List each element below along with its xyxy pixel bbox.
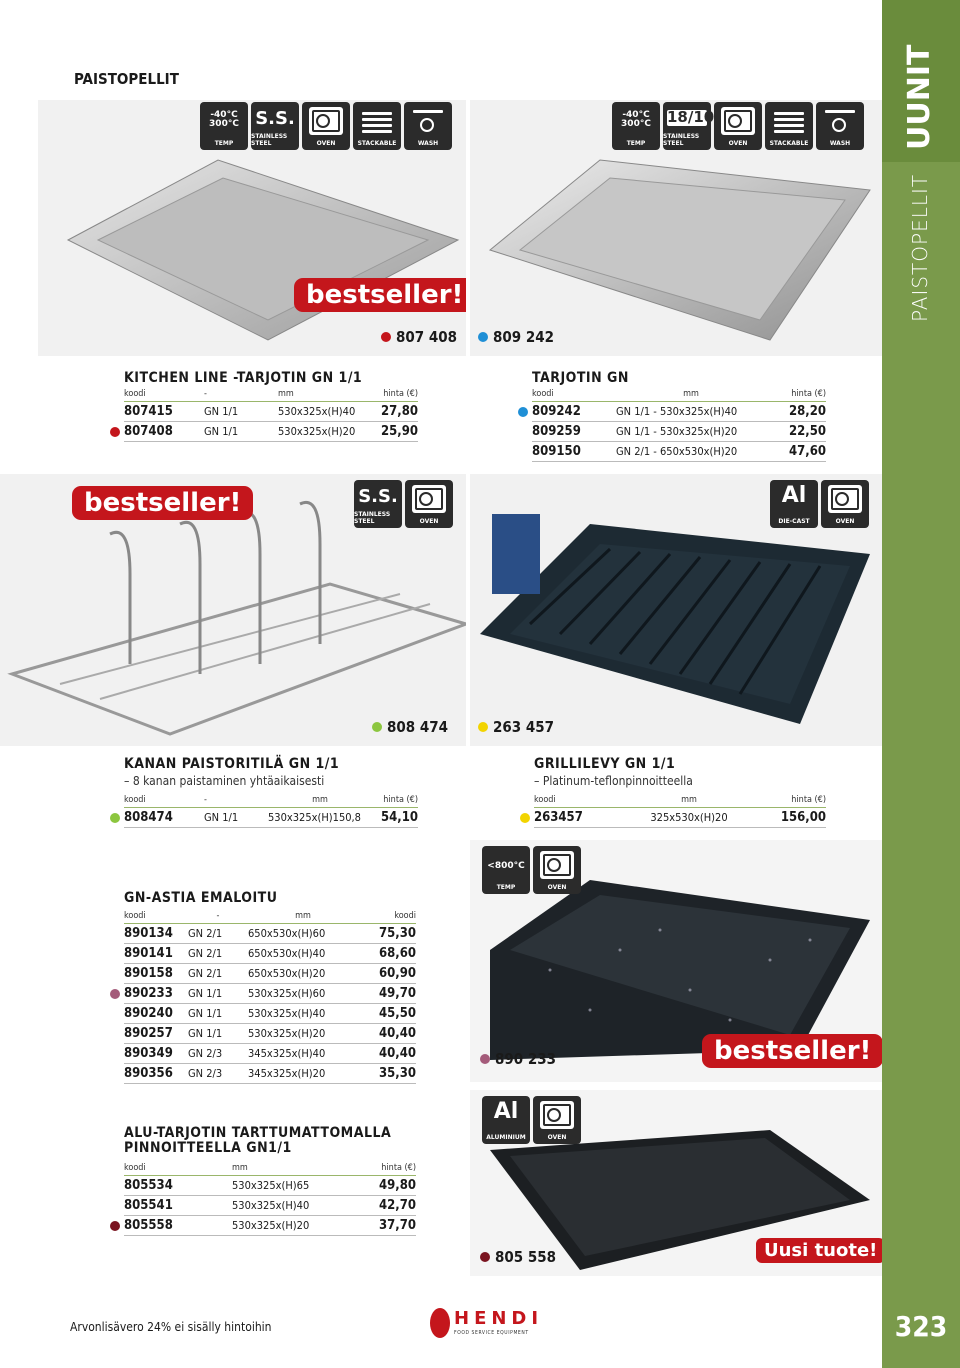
bestseller-badge: bestseller! [294, 278, 466, 312]
stackable-icon: STACKABLE [353, 102, 401, 150]
blue-dot-icon [478, 332, 488, 342]
table-row: 890257 GN 1/1 530x325x(H)20 40,40 [124, 1024, 416, 1044]
table-row: 807415 GN 1/1 530x325x(H)40 27,80 [124, 402, 418, 422]
alu-icons [482, 1096, 581, 1144]
green-dot-icon [372, 722, 382, 732]
table-row: 809259 GN 1/1 - 530x325x(H)20 22,50 [532, 422, 826, 442]
grilli-title: GRILLILEVY GN 1/1 [534, 756, 676, 772]
grilli-table: koodi mm hinta (€) 263457 325x530x(H)20 156,00 [534, 794, 826, 828]
die-cast-aluminium-icon: Al DIE-CAST [770, 480, 818, 528]
table-row: 890233 GN 1/1 530x325x(H)60 49,70 [124, 984, 416, 1004]
temp-icon: <800°C TEMP [482, 846, 530, 894]
new-product-badge: Uusi tuote! [756, 1238, 882, 1263]
emal-photo [470, 840, 882, 1082]
kana-title: KANAN PAISTORITILÄ GN 1/1 [124, 756, 340, 772]
page-number: 323 [894, 1309, 948, 1343]
oven-icon: OVEN [821, 480, 869, 528]
temp-icon: -40°C 300°C TEMP [200, 102, 248, 150]
stainless-steel-icon: S.S. STAINLESS STEEL [251, 102, 299, 150]
oven-icon: OVEN [533, 846, 581, 894]
kitchen-title: KITCHEN LINE -TARJOTIN GN 1/1 [124, 370, 363, 386]
kitchen-table: koodi - mm hinta (€) 807415 GN 1/1 530x325x(H)40 27,80 807408 GN 1/1 530x325x(H)20 25,90 [124, 388, 418, 442]
table-row: 809242 GN 1/1 - 530x325x(H)40 28,20 [532, 402, 826, 422]
table-row: 263457 325x530x(H)20 156,00 [534, 808, 826, 828]
grilli-photo [470, 474, 882, 746]
table-row: 890141 GN 2/1 650x530x(H)40 68,60 [124, 944, 416, 964]
tarjotin-title: TARJOTIN GN [532, 370, 629, 386]
maroon-dot-icon [110, 1221, 120, 1231]
sidebar-subsection: PAISTOPELLIT [908, 173, 932, 322]
hendi-mark-icon [430, 1308, 450, 1338]
page-title: PAISTOPELLIT [74, 70, 179, 88]
table-row: 805541 530x325x(H)40 42,70 [124, 1196, 416, 1216]
tarjotin-icons [612, 102, 864, 150]
table-row: 890349 GN 2/3 345x325x(H)40 40,40 [124, 1044, 416, 1064]
green-dot-icon [110, 813, 120, 823]
kitchen-icons [200, 102, 452, 150]
table-row: 890134 GN 2/1 650x530x(H)60 75,30 [124, 924, 416, 944]
grilli-subtitle: – Platinum-teflonpinnoitteella [534, 774, 693, 788]
table-row: 805558 530x325x(H)20 37,70 [124, 1216, 416, 1236]
stainless-steel-icon: S.S. STAINLESS STEEL [354, 480, 402, 528]
table-row: 805534 530x325x(H)65 49,80 [124, 1176, 416, 1196]
oven-icon: OVEN [714, 102, 762, 150]
table-row: 808474 GN 1/1 530x325x(H)150,8 54,10 [124, 808, 418, 828]
table-row: 890240 GN 1/1 530x325x(H)40 45,50 [124, 1004, 416, 1024]
tarjotin-photo [470, 100, 882, 356]
table-row: 890158 GN 2/1 650x530x(H)20 60,90 [124, 964, 416, 984]
oven-icon: OVEN [405, 480, 453, 528]
photo-code: 805 558 [480, 1248, 556, 1266]
emal-icons [482, 846, 581, 894]
aluminium-icon: Al ALUMINIUM [482, 1096, 530, 1144]
tarjotin-table: koodi mm hinta (€) 809242 GN 1/1 - 530x325x(H)40 28,20 809259 GN 1/1 - 530x325x(H)20 22,50 809150 GN 2/1 - 650x530x(H)20 47,60 [532, 388, 826, 462]
oven-icon: OVEN [533, 1096, 581, 1144]
kana-photo [0, 474, 466, 746]
photo-code: 263 457 [478, 718, 554, 736]
temp-icon: -40°C 300°C TEMP [612, 102, 660, 150]
yellow-dot-icon [478, 722, 488, 732]
maroon-dot-icon [480, 1252, 490, 1262]
mauve-dot-icon [480, 1054, 490, 1064]
grilli-icons [770, 480, 869, 528]
alu-title: ALU-TARJOTIN TARTTUMATTOMALLA PINNOITTEELLA GN1/1 [124, 1125, 392, 1156]
yellow-dot-icon [520, 813, 530, 823]
alu-table: koodi mm hinta (€) 805534 530x325x(H)65 49,80 805541 530x325x(H)40 42,70 805558 530x325x(H)20 37,70 [124, 1162, 416, 1236]
oven-icon: OVEN [302, 102, 350, 150]
photo-code: 808 474 [372, 718, 448, 736]
wash-icon: WASH [404, 102, 452, 150]
kitchen-photo [38, 100, 466, 356]
photo-code: 890 233 [480, 1050, 556, 1068]
red-dot-icon [110, 427, 120, 437]
photo-code: 807 408 [381, 328, 457, 346]
table-row: 890356 GN 2/3 345x325x(H)20 35,30 [124, 1064, 416, 1084]
stainless-1810-icon: 18/10 STAINLESS STEEL [663, 102, 711, 150]
kana-icons [354, 480, 453, 528]
kana-subtitle: – 8 kanan paistaminen yhtäaikaisesti [124, 774, 325, 788]
bestseller-badge: bestseller! [702, 1034, 882, 1068]
emal-title: GN-ASTIA EMALOITU [124, 890, 278, 906]
sidebar-section: UUNIT [902, 44, 937, 150]
emal-table: koodi - mm koodi 890134 GN 2/1 650x530x(H)60 75,30 890141 GN 2/1 650x530x(H)40 68,60 890158 GN 2/1 650x530x(H)20 60,90 890233 GN 1/1 530x325x(H)60 49,70 890240 GN 1/1 530x325x(H)40 45,50 890257 GN 1/1 530x325x(H)20 40,40 890349 GN 2/3 345x325x(H)40 40,40 890356 GN 2/3 345x325x(H)20 35,30 [124, 910, 416, 1084]
bestseller-badge: bestseller! [72, 486, 253, 520]
blue-dot-icon [518, 407, 528, 417]
wash-icon: WASH [816, 102, 864, 150]
mauve-dot-icon [110, 989, 120, 999]
kana-table: koodi - mm hinta (€) 808474 GN 1/1 530x325x(H)150,8 54,10 [124, 794, 418, 828]
table-row: 809150 GN 2/1 - 650x530x(H)20 47,60 [532, 442, 826, 462]
alu-photo [470, 1090, 882, 1276]
stackable-icon: STACKABLE [765, 102, 813, 150]
red-dot-icon [381, 332, 391, 342]
table-row: 807408 GN 1/1 530x325x(H)20 25,90 [124, 422, 418, 442]
vat-note: Arvonlisävero 24% ei sisälly hintoihin [70, 1320, 272, 1334]
hendi-logo: HENDI FOOD SERVICE EQUIPMENT [430, 1306, 540, 1340]
photo-code: 809 242 [478, 328, 554, 346]
